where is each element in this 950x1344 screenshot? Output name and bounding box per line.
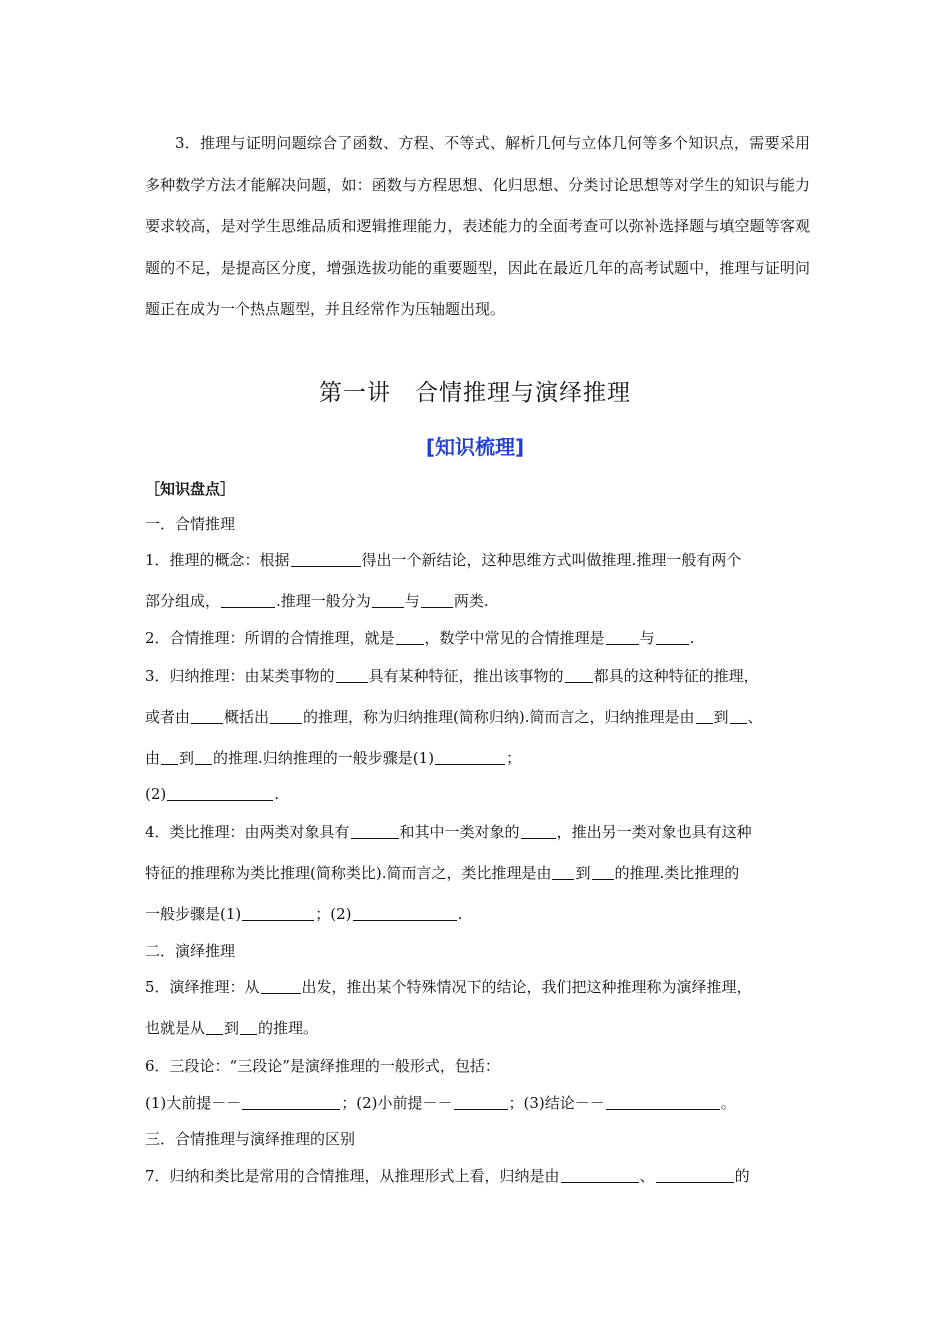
item-6-line-1: 6．三段论：“三段论”是演绎推理的一般形式，包括： (145, 1057, 500, 1075)
item-4-line-3: 一般步骤是(1) ；(2) . (145, 905, 463, 923)
fill-blank[interactable] (396, 629, 424, 645)
fill-blank[interactable] (336, 667, 368, 683)
fill-blank[interactable] (454, 1094, 508, 1110)
intro-text: 3．推理与证明问题综合了函数、方程、不等式、解析几何与立体几何等多个知识点，需要采用多种数学方法才能解决问题，如：函数与方程思想、化归思想、分类讨论思想等对学生的知识与能力要求较高，是对学生思维品质和逻辑推理能力，表述能力的全面考查可以弥补选择题与填空题等客观题的不足，是提高区分度，增强选拔功能的重要题型，因此在最近几年的高考试题中，推理与证明问题正在成为一个热点题型，并且经常作为压轴题出现。 (145, 134, 810, 318)
item-3-line-3: 由 到 的推理.归纳推理的一般步骤是(1) ； (145, 749, 522, 767)
fill-blank[interactable] (421, 592, 453, 608)
fill-blank[interactable] (353, 905, 457, 921)
item-1-line-1: 1．推理的概念：根据 得出一个新结论，这种思维方式叫做推理.推理一般有两个 (145, 551, 742, 569)
fill-blank[interactable] (521, 823, 556, 839)
item-3-line-1: 3．归纳推理：由某类事物的 具有某种特征，推出该事物的 都具的这种特征的推理， (145, 667, 759, 685)
fill-blank[interactable] (372, 592, 404, 608)
item-3-line-4: (2) . (145, 785, 280, 803)
fill-blank[interactable] (191, 708, 223, 724)
fill-blank[interactable] (592, 864, 614, 880)
item-5-line-2: 也就是从 到 的推理。 (145, 1019, 319, 1037)
fill-blank[interactable] (291, 551, 361, 567)
fill-blank[interactable] (606, 629, 639, 645)
intro-paragraph (145, 123, 810, 331)
fill-blank[interactable] (351, 823, 399, 839)
fill-blank[interactable] (730, 708, 747, 724)
fill-blank[interactable] (206, 1019, 223, 1035)
fill-blank[interactable] (561, 1167, 639, 1183)
fill-blank[interactable] (656, 1167, 734, 1183)
lecture-title: 第一讲 合情推理与演绎推理 (319, 380, 631, 406)
item-4-line-2: 特征的推理称为类比推理(简称类比).简而言之，类比推理是由 到 的推理.类比推理的 (145, 864, 740, 882)
knowledge-inventory-label: ［知识盘点］ (145, 480, 236, 498)
fill-blank[interactable] (656, 629, 689, 645)
fill-blank[interactable] (552, 864, 574, 880)
item-6-line-2: (1)大前提－－ ；(2)小前提－－ ；(3)结论－－ 。 (145, 1094, 736, 1112)
fill-blank[interactable] (167, 785, 273, 801)
fill-blank[interactable] (195, 749, 212, 765)
fill-blank[interactable] (270, 708, 302, 724)
section-heading-2: 二．演绎推理 (145, 942, 236, 960)
knowledge-review-heading: [知识梳理] (425, 435, 525, 459)
item-4-line-1: 4．类比推理：由两类对象具有 和其中一类对象的 ，推出另一类对象也具有这种 (145, 823, 752, 841)
fill-blank[interactable] (565, 667, 593, 683)
fill-blank[interactable] (261, 978, 301, 994)
item-2-line-1: 2．合情推理：所谓的合情推理，就是 ，数学中常见的合情推理是 与 . (145, 629, 695, 647)
item-5-line-1: 5．演绎推理：从 出发，推出某个特殊情况下的结论，我们把这种推理称为演绎推理， (145, 978, 752, 996)
fill-blank[interactable] (435, 749, 505, 765)
item-1-line-2: 部分组成， .推理一般分为 与 两类. (145, 592, 489, 610)
fill-blank[interactable] (242, 1094, 340, 1110)
item-3-line-2: 或者由 概括出 的推理，称为归纳推理(简称归纳).简而言之，归纳推理是由 到 、 (145, 708, 763, 726)
fill-blank[interactable] (240, 1019, 257, 1035)
item-7-line-1: 7．归纳和类比是常用的合情推理，从推理形式上看，归纳是由 、 的 (145, 1167, 750, 1185)
section-heading-3: 三．合情推理与演绎推理的区别 (145, 1130, 356, 1148)
fill-blank[interactable] (606, 1094, 720, 1110)
fill-blank[interactable] (696, 708, 713, 724)
section-heading-1: 一．合情推理 (145, 515, 236, 533)
fill-blank[interactable] (242, 905, 314, 921)
fill-blank[interactable] (161, 749, 178, 765)
fill-blank[interactable] (221, 592, 275, 608)
